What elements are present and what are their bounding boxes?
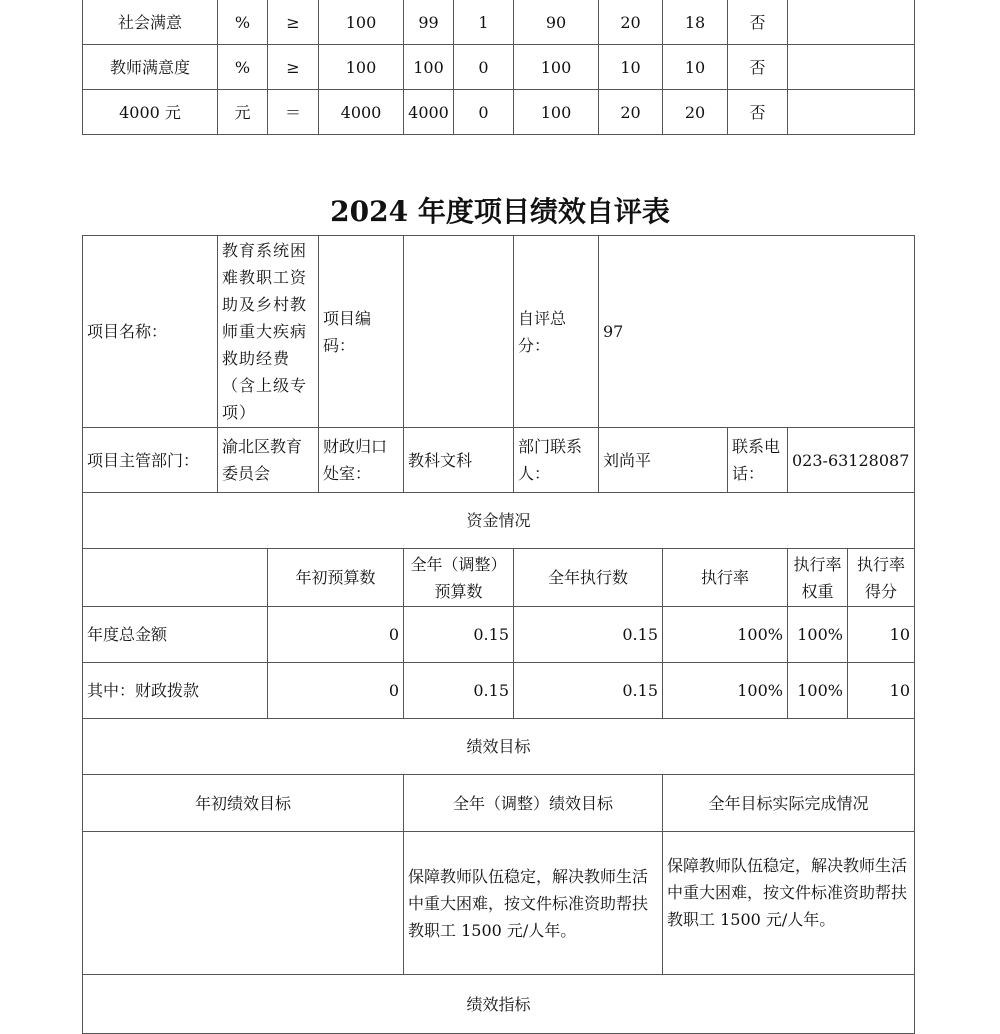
code-label: 项目编码： bbox=[318, 235, 404, 428]
contact-label: 部门联系人： bbox=[513, 427, 599, 493]
goals-value: 保障教师队伍稳定，解决教师生活中重大困难，按文件标准资助帮扶教职工 1500 元/人年。 bbox=[403, 831, 663, 975]
contact: 刘尚平 bbox=[598, 427, 728, 493]
top-table-cell: ＝ bbox=[267, 89, 319, 135]
top-table-cell: 0 bbox=[453, 44, 514, 90]
funds-header: 全年（调整）预算数 bbox=[403, 548, 514, 607]
finance-label: 财政归口处室： bbox=[318, 427, 404, 493]
funds-cell: 100% bbox=[787, 606, 848, 663]
dept: 渝北区教育委员会 bbox=[217, 427, 319, 493]
top-table-cell: 90 bbox=[513, 0, 599, 45]
top-table-cell: % bbox=[217, 44, 268, 90]
funds-header: 执行率 bbox=[662, 548, 788, 607]
top-table-cell: 20 bbox=[662, 89, 728, 135]
funds-header: 执行率得分 bbox=[847, 548, 915, 607]
top-table-cell: 元 bbox=[217, 89, 268, 135]
top-table-cell: 10 bbox=[598, 44, 663, 90]
top-table-cell: 18 bbox=[662, 0, 728, 45]
funds-cell: 其中：财政拨款 bbox=[82, 662, 268, 719]
top-table-cell: 否 bbox=[727, 0, 788, 45]
funds-cell: 10 bbox=[847, 606, 915, 663]
page-title: 2024 年度项目绩效自评表 bbox=[330, 195, 670, 228]
top-table-cell: 1 bbox=[453, 0, 514, 45]
top-table-cell bbox=[787, 44, 915, 90]
score-label: 自评总分： bbox=[513, 235, 599, 428]
top-table-cell: ≥ bbox=[267, 0, 319, 45]
funds-cell: 0.15 bbox=[403, 606, 514, 663]
top-table-cell: 否 bbox=[727, 89, 788, 135]
funds-cell: 0 bbox=[267, 606, 404, 663]
goals-value: 保障教师队伍稳定，解决教师生活中重大困难，按文件标准资助帮扶教职工 1500 元/人年。 bbox=[662, 831, 915, 975]
goals-header: 全年（调整）绩效目标 bbox=[403, 774, 663, 832]
funds-cell: 年度总金额 bbox=[82, 606, 268, 663]
funds-header bbox=[82, 548, 268, 607]
funds-section: 资金情况 bbox=[82, 492, 915, 549]
top-table-cell: 4000 bbox=[318, 89, 404, 135]
top-table-cell: % bbox=[217, 0, 268, 45]
top-table-cell: 20 bbox=[598, 89, 663, 135]
funds-cell: 100% bbox=[787, 662, 848, 719]
phone: 023-63128087 bbox=[787, 427, 915, 493]
finance: 教科文科 bbox=[403, 427, 514, 493]
goals-value bbox=[82, 831, 404, 975]
top-table-cell: 100 bbox=[318, 0, 404, 45]
top-table-cell: 100 bbox=[403, 44, 454, 90]
project-name: 教育系统困难教职工资助及乡村教师重大疾病救助经费（含上级专项） bbox=[217, 235, 319, 428]
top-table-cell: 4000 元 bbox=[82, 89, 218, 135]
project-code bbox=[403, 235, 514, 428]
top-table-cell: ≥ bbox=[267, 44, 319, 90]
top-table-cell: 100 bbox=[513, 44, 599, 90]
funds-header: 执行率权重 bbox=[787, 548, 848, 607]
name-label: 项目名称： bbox=[82, 235, 218, 428]
top-table-cell: 100 bbox=[513, 89, 599, 135]
funds-cell: 100% bbox=[662, 662, 788, 719]
dept-label: 项目主管部门： bbox=[82, 427, 218, 493]
funds-cell: 0.15 bbox=[513, 606, 663, 663]
top-table-cell: 社会满意 bbox=[82, 0, 218, 45]
funds-cell: 10 bbox=[847, 662, 915, 719]
top-table-cell: 0 bbox=[453, 89, 514, 135]
funds-cell: 100% bbox=[662, 606, 788, 663]
top-table-cell: 教师满意度 bbox=[82, 44, 218, 90]
goals-header: 全年目标实际完成情况 bbox=[662, 774, 915, 832]
funds-cell: 0.15 bbox=[403, 662, 514, 719]
goals-header: 年初绩效目标 bbox=[82, 774, 404, 832]
top-table-cell: 20 bbox=[598, 0, 663, 45]
score: 97 bbox=[598, 235, 915, 428]
top-table-cell: 否 bbox=[727, 44, 788, 90]
top-table-cell: 10 bbox=[662, 44, 728, 90]
funds-cell: 0 bbox=[267, 662, 404, 719]
phone-label: 联系电话： bbox=[727, 427, 788, 493]
goals-section: 绩效目标 bbox=[82, 718, 915, 775]
top-table-cell: 100 bbox=[318, 44, 404, 90]
funds-header: 全年执行数 bbox=[513, 548, 663, 607]
top-table-cell bbox=[787, 89, 915, 135]
funds-cell: 0.15 bbox=[513, 662, 663, 719]
funds-header: 年初预算数 bbox=[267, 548, 404, 607]
top-table-cell bbox=[787, 0, 915, 45]
indicators-section: 绩效指标 bbox=[82, 974, 915, 1034]
top-table-cell: 4000 bbox=[403, 89, 454, 135]
top-table-cell: 99 bbox=[403, 0, 454, 45]
